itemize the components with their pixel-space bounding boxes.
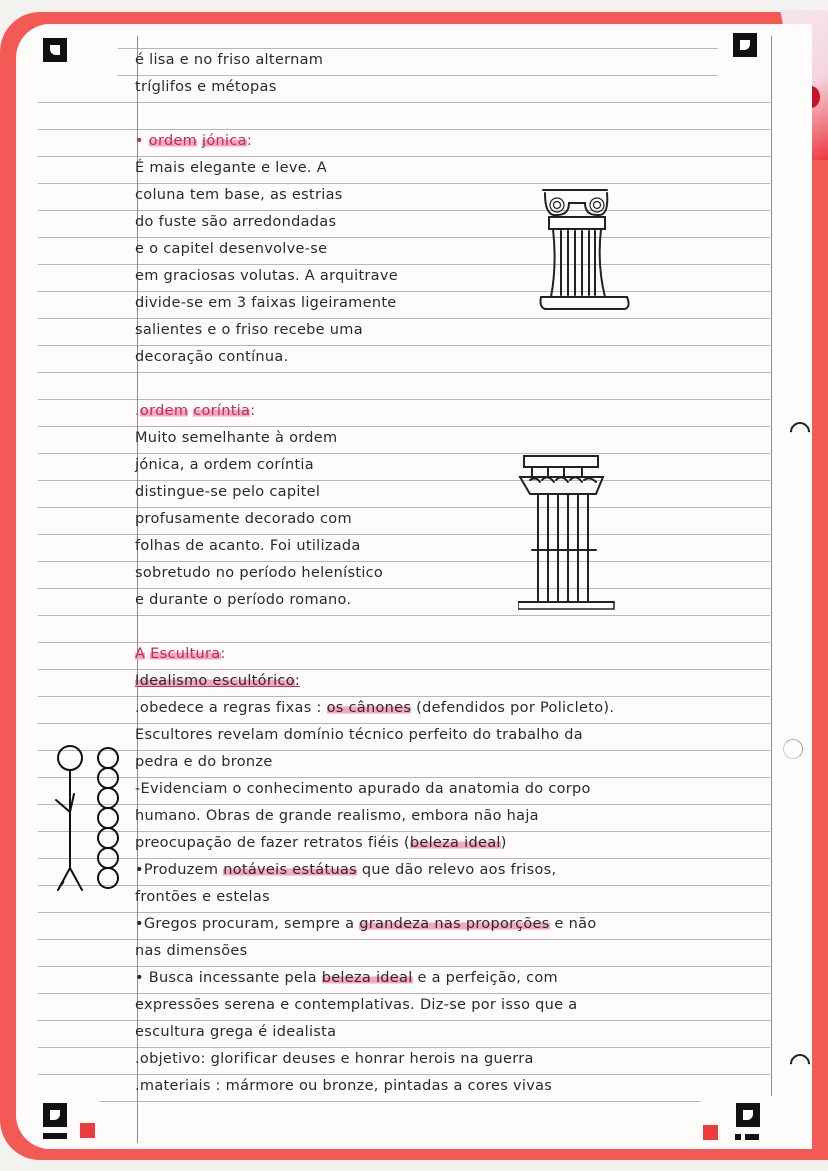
text-line: folhas de acanto. Foi utilizada: [135, 538, 361, 554]
text-line: sobretudo no período helenístico: [135, 565, 384, 581]
bullet-line: nas dimensões: [135, 943, 248, 959]
bullet-line: •Produzem notáveis estátuas que dão relevo aos frisos,: [135, 862, 557, 878]
bullet-line: Escultores revelam domínio técnico perfeito do trabalho da: [135, 727, 583, 743]
text-line: distingue-se pelo capitel: [135, 484, 321, 500]
bullet-line: frontões e estelas: [135, 889, 270, 905]
subheading-idealism: Idealismo escultórico:: [135, 673, 301, 689]
bullet-line: .objetivo: glorificar deuses e honrar herois na guerra: [135, 1051, 534, 1067]
right-margin-line: [771, 36, 772, 1096]
section-heading-sculpture: A Escultura:: [135, 646, 226, 662]
section-heading-corinthian: .ordem coríntia:: [135, 403, 256, 419]
text-line: tríglifos e métopas: [135, 79, 277, 95]
bullet-line: • Busca incessante pela beleza ideal e a perfeição, com: [135, 970, 558, 986]
bullet-line: .obedece a regras fixas : os cânones (defendidos por Policleto).: [135, 700, 615, 716]
bullet-line: expressões serena e contemplativas. Diz-se por isso que a: [135, 997, 578, 1013]
stick-figure-and-head-proportions: [48, 740, 138, 900]
text-line: salientes e o friso recebe uma: [135, 322, 363, 338]
bullet-line: humano. Obras de grande realismo, embora não haja: [135, 808, 539, 824]
bullet-line: escultura grega é idealista: [135, 1024, 337, 1040]
ionic-column-drawing: [535, 185, 635, 315]
bullet-line: .materiais : mármore ou bronze, pintadas a cores vivas: [135, 1078, 553, 1094]
text-line: Muito semelhante à ordem: [135, 430, 338, 446]
text-line: decoração contínua.: [135, 349, 289, 365]
bullet-line: preocupação de fazer retratos fiéis (beleza ideal): [135, 835, 507, 851]
section-heading-ionic: • ordem jónica:: [135, 133, 252, 149]
text-line: jónica, a ordem coríntia: [135, 457, 314, 473]
text-line: É mais elegante e leve. A: [135, 160, 327, 176]
text-line: em graciosas volutas. A arquitrave: [135, 268, 398, 284]
corinthian-column-drawing: [518, 452, 628, 612]
text-line: do fuste são arredondadas: [135, 214, 337, 230]
text-line: profusamente decorado com: [135, 511, 352, 527]
bullet-line: -Evidenciam o conhecimento apurado da anatomia do corpo: [135, 781, 591, 797]
text-line: é lisa e no friso alternam: [135, 52, 324, 68]
punch-hole-icon: [783, 739, 803, 759]
bullet-line: •Gregos procuram, sempre a grandeza nas proporções e não: [135, 916, 597, 932]
text-line: divide-se em 3 faixas ligeiramente: [135, 295, 397, 311]
text-line: coluna tem base, as estrias: [135, 187, 343, 203]
text-line: e o capitel desenvolve-se: [135, 241, 328, 257]
text-line: e durante o período romano.: [135, 592, 352, 608]
bullet-line: pedra e do bronze: [135, 754, 273, 770]
